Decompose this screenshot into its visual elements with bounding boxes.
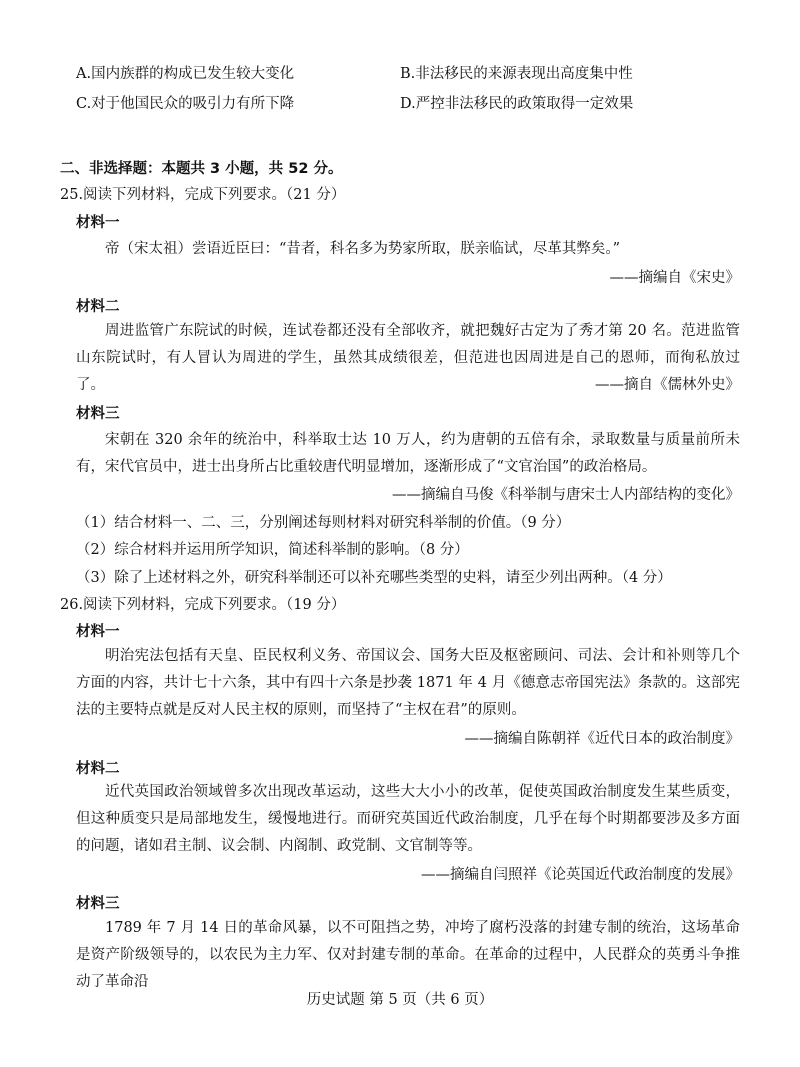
q25-material-1-text: 帝（宋太祖）尝语近臣曰：“昔者，科名多为势家所取，朕亲临试，尽革其弊矣。”: [105, 241, 621, 257]
q26-material-1-source: ——摘编自陈朝祥《近代日本的政治制度》: [464, 731, 740, 747]
q25-subquestion-1: （1）结合材料一、二、三，分别阐述每则材料对研究科举制的价值。（9 分）: [76, 515, 571, 531]
option-a: A.国内族群的构成已发生较大变化: [76, 66, 295, 82]
q25-material-1-source: ——摘编自《宋史》: [609, 270, 740, 286]
q25-material-3-label: 材料三: [76, 406, 120, 422]
q25-material-2-source: ——摘自《儒林外史》: [595, 377, 740, 393]
q25-subquestion-3: （3）除了上述材料之外，研究科举制还可以补充哪些类型的史料，请至少列出两种。（4 分）: [76, 570, 672, 586]
q25-material-3-text: 宋朝在 320 余年的统治中，科举取士达 10 万人，约为唐朝的五倍有余，录取数量与质量前所未有，宋代官员中，进士出身所占比重较唐代明显增加，逐渐形成了“文官治国”的政治格局。: [76, 432, 740, 475]
option-b: B.非法移民的来源表现出高度集中性: [400, 66, 633, 82]
q26-material-3-label: 材料三: [76, 896, 120, 912]
q25-material-1-label: 材料一: [76, 215, 120, 231]
q26-material-1-text: 明治宪法包括有天皇、臣民权利义务、帝国议会、国务大臣及枢密顾问、司法、会计和补则等几个方面的内容，共计七十六条，其中有四十六条是抄袭 1871 年 4 月《德意志帝国宪法》条款的。这部宪法的主要特点就是反对人民主权的原则，而坚持了“主权在君”的原则。: [76, 648, 740, 718]
question-26-title: 26.阅读下列材料，完成下列要求。（19 分）: [60, 597, 346, 613]
q26-material-2-source: ——摘编自闫照祥《论英国近代政治制度的发展》: [421, 867, 740, 883]
option-d: D.严控非法移民的政策取得一定效果: [400, 96, 634, 112]
q26-material-1-label: 材料一: [76, 624, 120, 640]
section-title: 二、非选择题：本题共 3 小题，共 52 分。: [60, 161, 343, 177]
q25-material-2-text: 周进监管广东院试的时候，连试卷都还没有全部收齐，就把魏好古定为了秀才第 20 名。范进监管山东院试时，有人冒认为周进的学生，虽然其成绩很差，但范进也因周进是自己的恩师，而徇私放过了。: [76, 323, 740, 393]
q25-subquestion-2: （2）综合材料并运用所学知识，简述科举制的影响。（8 分）: [76, 542, 469, 558]
q25-material-3-source: ——摘编自马俊《科举制与唐宋士人内部结构的变化》: [392, 487, 740, 503]
q26-material-2-label: 材料二: [76, 761, 120, 777]
q26-material-3-text: 1789 年 7 月 14 日的革命风暴，以不可阻挡之势，冲垮了腐朽没落的封建专制的统治，这场革命是资产阶级领导的，以农民为主力军、仅对封建专制的革命。在革命的过程中，人民群众的英勇斗争推动了革命沿: [76, 920, 740, 990]
option-c: C.对于他国民众的吸引力有所下降: [76, 96, 295, 112]
q26-material-2-text: 近代英国政治领域曾多次出现改革运动，这些大大小小的改革，促使英国政治制度发生某些质变，但这种质变只是局部地发生，缓慢地进行。而研究英国近代政治制度，几乎在每个时期都要涉及多方面的问题，诸如君主制、议会制、内阁制、政党制、文官制等等。: [76, 784, 740, 854]
q25-material-2-label: 材料二: [76, 299, 120, 315]
page-footer: 历史试题 第 5 页（共 6 页）: [306, 992, 494, 1008]
question-25-title: 25.阅读下列材料，完成下列要求。（21 分）: [60, 187, 346, 203]
